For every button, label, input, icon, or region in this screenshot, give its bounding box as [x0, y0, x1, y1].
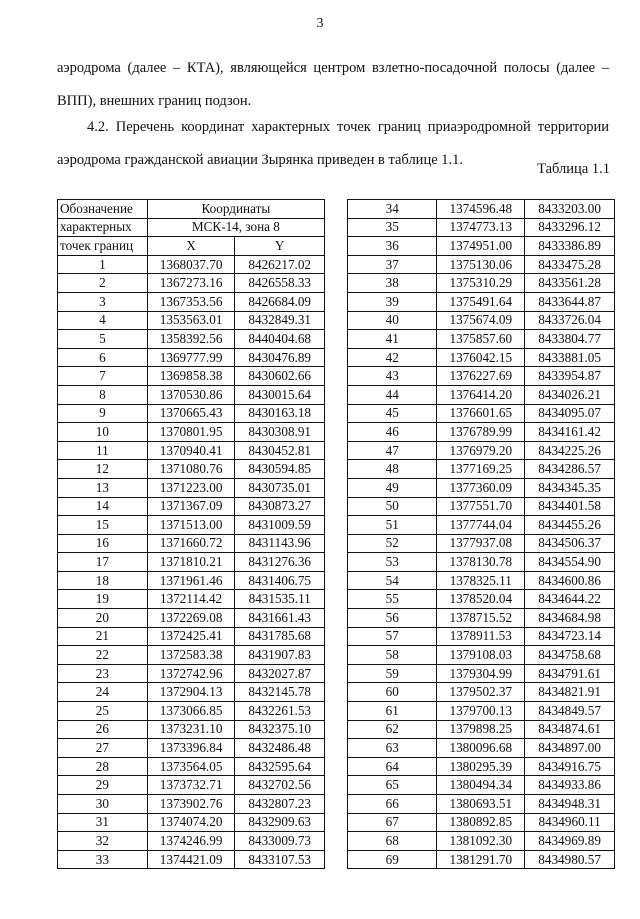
x-cell: 1374421.09: [147, 850, 235, 869]
point-number-cell: 23: [58, 664, 148, 683]
y-cell: 8431535.11: [235, 590, 325, 609]
x-cell: 1374773.13: [437, 218, 525, 237]
table-row: [58, 776, 325, 795]
point-number-cell: 37: [348, 255, 437, 274]
point-number-cell: 29: [58, 776, 148, 795]
y-cell: 8434506.37: [525, 534, 615, 553]
x-cell: 1373396.84: [147, 739, 235, 758]
table-row: [58, 516, 325, 535]
table-row: [58, 274, 325, 293]
x-cell: 1376042.15: [437, 348, 525, 367]
y-cell: 8434644.22: [525, 590, 615, 609]
point-number-cell: 59: [348, 664, 437, 683]
table-row: [348, 218, 615, 237]
y-cell: 8431009.59: [235, 516, 325, 535]
point-number-cell: 65: [348, 776, 437, 795]
table-row: [58, 590, 325, 609]
y-cell: 8434095.07: [525, 404, 615, 423]
point-number-cell: 27: [58, 739, 148, 758]
x-cell: 1377744.04: [437, 516, 525, 535]
y-cell: 8432849.31: [235, 311, 325, 330]
x-cell: 1374246.99: [147, 832, 235, 851]
table-row: [348, 776, 615, 795]
point-number-cell: 32: [58, 832, 148, 851]
table-row: [348, 404, 615, 423]
point-number-cell: 20: [58, 609, 148, 628]
y-cell: 8432807.23: [235, 795, 325, 814]
point-number-cell: 25: [58, 702, 148, 721]
y-cell: 8434286.57: [525, 460, 615, 479]
table-row: [58, 757, 325, 776]
table-row: [58, 813, 325, 832]
table-row: [348, 516, 615, 535]
y-cell: 8430308.91: [235, 423, 325, 442]
table-row: [58, 292, 325, 311]
point-number-cell: 21: [58, 627, 148, 646]
x-cell: 1367273.16: [147, 274, 235, 293]
y-cell: 8432145.78: [235, 683, 325, 702]
point-number-cell: 19: [58, 590, 148, 609]
y-cell: 8440404.68: [235, 330, 325, 349]
x-cell: 1371080.76: [147, 460, 235, 479]
x-cell: 1375674.09: [437, 311, 525, 330]
x-cell: 1378130.78: [437, 553, 525, 572]
x-cell: 1376601.65: [437, 404, 525, 423]
table-row: [348, 646, 615, 665]
point-number-cell: 6: [58, 348, 148, 367]
y-cell: 8434684.98: [525, 609, 615, 628]
x-cell: 1378715.52: [437, 609, 525, 628]
point-number-cell: 9: [58, 404, 148, 423]
y-cell: 8434969.89: [525, 832, 615, 851]
x-cell: 1380494.34: [437, 776, 525, 795]
x-cell: 1378520.04: [437, 590, 525, 609]
point-number-cell: 58: [348, 646, 437, 665]
x-cell: 1375310.29: [437, 274, 525, 293]
table-row: [348, 497, 615, 516]
y-cell: 8433644.87: [525, 292, 615, 311]
table-row: [58, 255, 325, 274]
table-row: [58, 553, 325, 572]
point-number-cell: 46: [348, 423, 437, 442]
y-cell: 8430452.81: [235, 441, 325, 460]
point-number-cell: 11: [58, 441, 148, 460]
table-row: [348, 478, 615, 497]
x-cell: 1373732.71: [147, 776, 235, 795]
y-cell: 8434554.90: [525, 553, 615, 572]
x-cell: 1379700.13: [437, 702, 525, 721]
point-number-cell: 39: [348, 292, 437, 311]
y-cell: 8434980.57: [525, 850, 615, 869]
point-number-cell: 8: [58, 385, 148, 404]
point-number-cell: 54: [348, 571, 437, 590]
paragraph-1-line-1: аэродрома (далее – КТА), являющейся центром взлетно-посадочной полосы (далее –: [57, 60, 609, 76]
x-cell: 1367353.56: [147, 292, 235, 311]
point-number-cell: 24: [58, 683, 148, 702]
y-cell: 8426684.09: [235, 292, 325, 311]
point-number-cell: 44: [348, 385, 437, 404]
y-cell: 8434455.26: [525, 516, 615, 535]
x-cell: 1379108.03: [437, 646, 525, 665]
point-number-cell: 50: [348, 497, 437, 516]
point-number-cell: 4: [58, 311, 148, 330]
point-number-cell: 48: [348, 460, 437, 479]
x-cell: 1371513.00: [147, 516, 235, 535]
header-designation-3: точек границ: [58, 237, 148, 256]
table-row: [348, 664, 615, 683]
x-cell: 1378325.11: [437, 571, 525, 590]
table-row: [58, 478, 325, 497]
x-cell: 1373564.05: [147, 757, 235, 776]
y-cell: 8433009.73: [235, 832, 325, 851]
table-row: [58, 330, 325, 349]
table-row: [348, 757, 615, 776]
point-number-cell: 7: [58, 367, 148, 386]
y-cell: 8434821.91: [525, 683, 615, 702]
point-number-cell: 12: [58, 460, 148, 479]
table-row: [58, 311, 325, 330]
x-cell: 1375857.60: [437, 330, 525, 349]
point-number-cell: 63: [348, 739, 437, 758]
table-row: [58, 850, 325, 869]
y-cell: 8431661.43: [235, 609, 325, 628]
x-cell: 1381291.70: [437, 850, 525, 869]
x-cell: 1370940.41: [147, 441, 235, 460]
x-cell: 1372583.38: [147, 646, 235, 665]
y-cell: 8433726.04: [525, 311, 615, 330]
table-row: [58, 627, 325, 646]
y-cell: 8431406.75: [235, 571, 325, 590]
table-row: [348, 590, 615, 609]
point-number-cell: 17: [58, 553, 148, 572]
y-cell: 8434916.75: [525, 757, 615, 776]
point-number-cell: 14: [58, 497, 148, 516]
table-row: [58, 683, 325, 702]
table-row: [348, 627, 615, 646]
point-number-cell: 60: [348, 683, 437, 702]
header-x: X: [147, 237, 235, 256]
table-row: [348, 553, 615, 572]
x-cell: 1381092.30: [437, 832, 525, 851]
x-cell: 1371810.21: [147, 553, 235, 572]
x-cell: 1374074.20: [147, 813, 235, 832]
header-designation-1: Обозначение: [58, 200, 148, 219]
x-cell: 1374951.00: [437, 237, 525, 256]
table-row: [58, 348, 325, 367]
y-cell: 8434874.61: [525, 720, 615, 739]
coordinates-table-left: [57, 199, 325, 869]
x-cell: 1375491.64: [437, 292, 525, 311]
point-number-cell: 5: [58, 330, 148, 349]
point-number-cell: 30: [58, 795, 148, 814]
paragraph-2-line-1: 4.2. Перечень координат характерных точек границ приаэродромной территории: [87, 119, 609, 135]
y-cell: 8434401.58: [525, 497, 615, 516]
y-cell: 8430735.01: [235, 478, 325, 497]
point-number-cell: 34: [348, 200, 437, 219]
y-cell: 8432595.64: [235, 757, 325, 776]
y-cell: 8433107.53: [235, 850, 325, 869]
table-row: [348, 609, 615, 628]
point-number-cell: 26: [58, 720, 148, 739]
x-cell: 1379304.99: [437, 664, 525, 683]
table-row: [348, 292, 615, 311]
table-row: [58, 534, 325, 553]
table-row: [58, 664, 325, 683]
x-cell: 1368037.70: [147, 255, 235, 274]
table-row: [58, 460, 325, 479]
table-row: [348, 348, 615, 367]
header-designation-2: характерных: [58, 218, 148, 237]
table-row: [58, 423, 325, 442]
x-cell: 1380892.85: [437, 813, 525, 832]
point-number-cell: 41: [348, 330, 437, 349]
y-cell: 8434345.35: [525, 478, 615, 497]
y-cell: 8433386.89: [525, 237, 615, 256]
table-row: [348, 534, 615, 553]
point-number-cell: 49: [348, 478, 437, 497]
y-cell: 8434758.68: [525, 646, 615, 665]
table-row: [348, 813, 615, 832]
point-number-cell: 33: [58, 850, 148, 869]
point-number-cell: 68: [348, 832, 437, 851]
y-cell: 8433954.87: [525, 367, 615, 386]
x-cell: 1379898.25: [437, 720, 525, 739]
x-cell: 1370530.86: [147, 385, 235, 404]
x-cell: 1376414.20: [437, 385, 525, 404]
table-row: [58, 609, 325, 628]
y-cell: 8434933.86: [525, 776, 615, 795]
y-cell: 8430602.66: [235, 367, 325, 386]
y-cell: 8431785.68: [235, 627, 325, 646]
x-cell: 1377169.25: [437, 460, 525, 479]
table-row: [58, 404, 325, 423]
table-row: [348, 330, 615, 349]
x-cell: 1372904.13: [147, 683, 235, 702]
table-row: [348, 702, 615, 721]
x-cell: 1374596.48: [437, 200, 525, 219]
y-cell: 8432909.63: [235, 813, 325, 832]
y-cell: 8432702.56: [235, 776, 325, 795]
x-cell: 1353563.01: [147, 311, 235, 330]
point-number-cell: 66: [348, 795, 437, 814]
table-caption: Таблица 1.1: [537, 161, 610, 177]
x-cell: 1380295.39: [437, 757, 525, 776]
point-number-cell: 56: [348, 609, 437, 628]
point-number-cell: 40: [348, 311, 437, 330]
table-row: [58, 571, 325, 590]
x-cell: 1376979.20: [437, 441, 525, 460]
y-cell: 8430015.64: [235, 385, 325, 404]
point-number-cell: 61: [348, 702, 437, 721]
x-cell: 1372742.96: [147, 664, 235, 683]
table-row: [348, 720, 615, 739]
point-number-cell: 28: [58, 757, 148, 776]
point-number-cell: 10: [58, 423, 148, 442]
y-cell: 8433804.77: [525, 330, 615, 349]
y-cell: 8434897.00: [525, 739, 615, 758]
table-row: [348, 200, 615, 219]
coordinates-table-right: [347, 199, 615, 869]
point-number-cell: 36: [348, 237, 437, 256]
y-cell: 8431907.83: [235, 646, 325, 665]
point-number-cell: 2: [58, 274, 148, 293]
x-cell: 1376789.99: [437, 423, 525, 442]
y-cell: 8434960.11: [525, 813, 615, 832]
x-cell: 1372425.41: [147, 627, 235, 646]
header-coords-1: Координаты: [147, 200, 324, 219]
y-cell: 8430873.27: [235, 497, 325, 516]
x-cell: 1379502.37: [437, 683, 525, 702]
x-cell: 1377551.70: [437, 497, 525, 516]
point-number-cell: 67: [348, 813, 437, 832]
x-cell: 1373902.76: [147, 795, 235, 814]
y-cell: 8432486.48: [235, 739, 325, 758]
x-cell: 1371660.72: [147, 534, 235, 553]
y-cell: 8433475.28: [525, 255, 615, 274]
point-number-cell: 16: [58, 534, 148, 553]
table-row: [348, 423, 615, 442]
y-cell: 8434723.14: [525, 627, 615, 646]
x-cell: 1369858.38: [147, 367, 235, 386]
point-number-cell: 55: [348, 590, 437, 609]
table-row: [58, 795, 325, 814]
table-row: [58, 702, 325, 721]
y-cell: 8434026.21: [525, 385, 615, 404]
x-cell: 1371223.00: [147, 478, 235, 497]
y-cell: 8432261.53: [235, 702, 325, 721]
x-cell: 1370801.95: [147, 423, 235, 442]
point-number-cell: 43: [348, 367, 437, 386]
point-number-cell: 1: [58, 255, 148, 274]
point-number-cell: 42: [348, 348, 437, 367]
x-cell: 1373066.85: [147, 702, 235, 721]
x-cell: 1375130.06: [437, 255, 525, 274]
header-y: Y: [235, 237, 325, 256]
x-cell: 1371961.46: [147, 571, 235, 590]
y-cell: 8434849.57: [525, 702, 615, 721]
header-coords-2: МСК-14, зона 8: [147, 218, 324, 237]
point-number-cell: 31: [58, 813, 148, 832]
point-number-cell: 53: [348, 553, 437, 572]
y-cell: 8431143.96: [235, 534, 325, 553]
table-row: [348, 739, 615, 758]
y-cell: 8432027.87: [235, 664, 325, 683]
table-row: [348, 255, 615, 274]
y-cell: 8434600.86: [525, 571, 615, 590]
table-row: [58, 739, 325, 758]
table-row: [348, 571, 615, 590]
point-number-cell: 15: [58, 516, 148, 535]
point-number-cell: 45: [348, 404, 437, 423]
y-cell: 8433881.05: [525, 348, 615, 367]
x-cell: 1377360.09: [437, 478, 525, 497]
y-cell: 8430163.18: [235, 404, 325, 423]
table-row: [348, 274, 615, 293]
x-cell: 1376227.69: [437, 367, 525, 386]
table-row: [348, 460, 615, 479]
x-cell: 1380693.51: [437, 795, 525, 814]
y-cell: 8434791.61: [525, 664, 615, 683]
table-row: [348, 795, 615, 814]
table-row: [348, 367, 615, 386]
point-number-cell: 57: [348, 627, 437, 646]
table-row: [58, 441, 325, 460]
y-cell: 8432375.10: [235, 720, 325, 739]
point-number-cell: 51: [348, 516, 437, 535]
y-cell: 8434948.31: [525, 795, 615, 814]
paragraph-1-line-2: ВПП), внешних границ подзон.: [57, 93, 252, 109]
paragraph-2-line-2: аэродрома гражданской авиации Зырянка приведен в таблице 1.1.: [57, 152, 464, 168]
x-cell: 1371367.09: [147, 497, 235, 516]
table-row: [58, 497, 325, 516]
x-cell: 1369777.99: [147, 348, 235, 367]
y-cell: 8433203.00: [525, 200, 615, 219]
point-number-cell: 38: [348, 274, 437, 293]
y-cell: 8433296.12: [525, 218, 615, 237]
point-number-cell: 35: [348, 218, 437, 237]
table-row: [58, 720, 325, 739]
table-row: [348, 385, 615, 404]
x-cell: 1358392.56: [147, 330, 235, 349]
point-number-cell: 22: [58, 646, 148, 665]
table-row: [348, 850, 615, 869]
y-cell: 8426558.33: [235, 274, 325, 293]
x-cell: 1380096.68: [437, 739, 525, 758]
page-number: 3: [316, 16, 324, 31]
table-row: [348, 237, 615, 256]
point-number-cell: 52: [348, 534, 437, 553]
table-row: [348, 683, 615, 702]
x-cell: 1373231.10: [147, 720, 235, 739]
point-number-cell: 3: [58, 292, 148, 311]
y-cell: 8431276.36: [235, 553, 325, 572]
point-number-cell: 62: [348, 720, 437, 739]
y-cell: 8426217.02: [235, 255, 325, 274]
y-cell: 8430476.89: [235, 348, 325, 367]
point-number-cell: 69: [348, 850, 437, 869]
table-row: [58, 385, 325, 404]
x-cell: 1377937.08: [437, 534, 525, 553]
x-cell: 1372269.08: [147, 609, 235, 628]
point-number-cell: 64: [348, 757, 437, 776]
y-cell: 8433561.28: [525, 274, 615, 293]
table-row: [58, 832, 325, 851]
x-cell: 1378911.53: [437, 627, 525, 646]
y-cell: 8434161.42: [525, 423, 615, 442]
table-row: [348, 832, 615, 851]
x-cell: 1370665.43: [147, 404, 235, 423]
y-cell: 8434225.26: [525, 441, 615, 460]
point-number-cell: 13: [58, 478, 148, 497]
x-cell: 1372114.42: [147, 590, 235, 609]
y-cell: 8430594.85: [235, 460, 325, 479]
point-number-cell: 18: [58, 571, 148, 590]
table-row: [348, 441, 615, 460]
table-row: [348, 311, 615, 330]
point-number-cell: 47: [348, 441, 437, 460]
table-row: [58, 367, 325, 386]
table-row: [58, 646, 325, 665]
